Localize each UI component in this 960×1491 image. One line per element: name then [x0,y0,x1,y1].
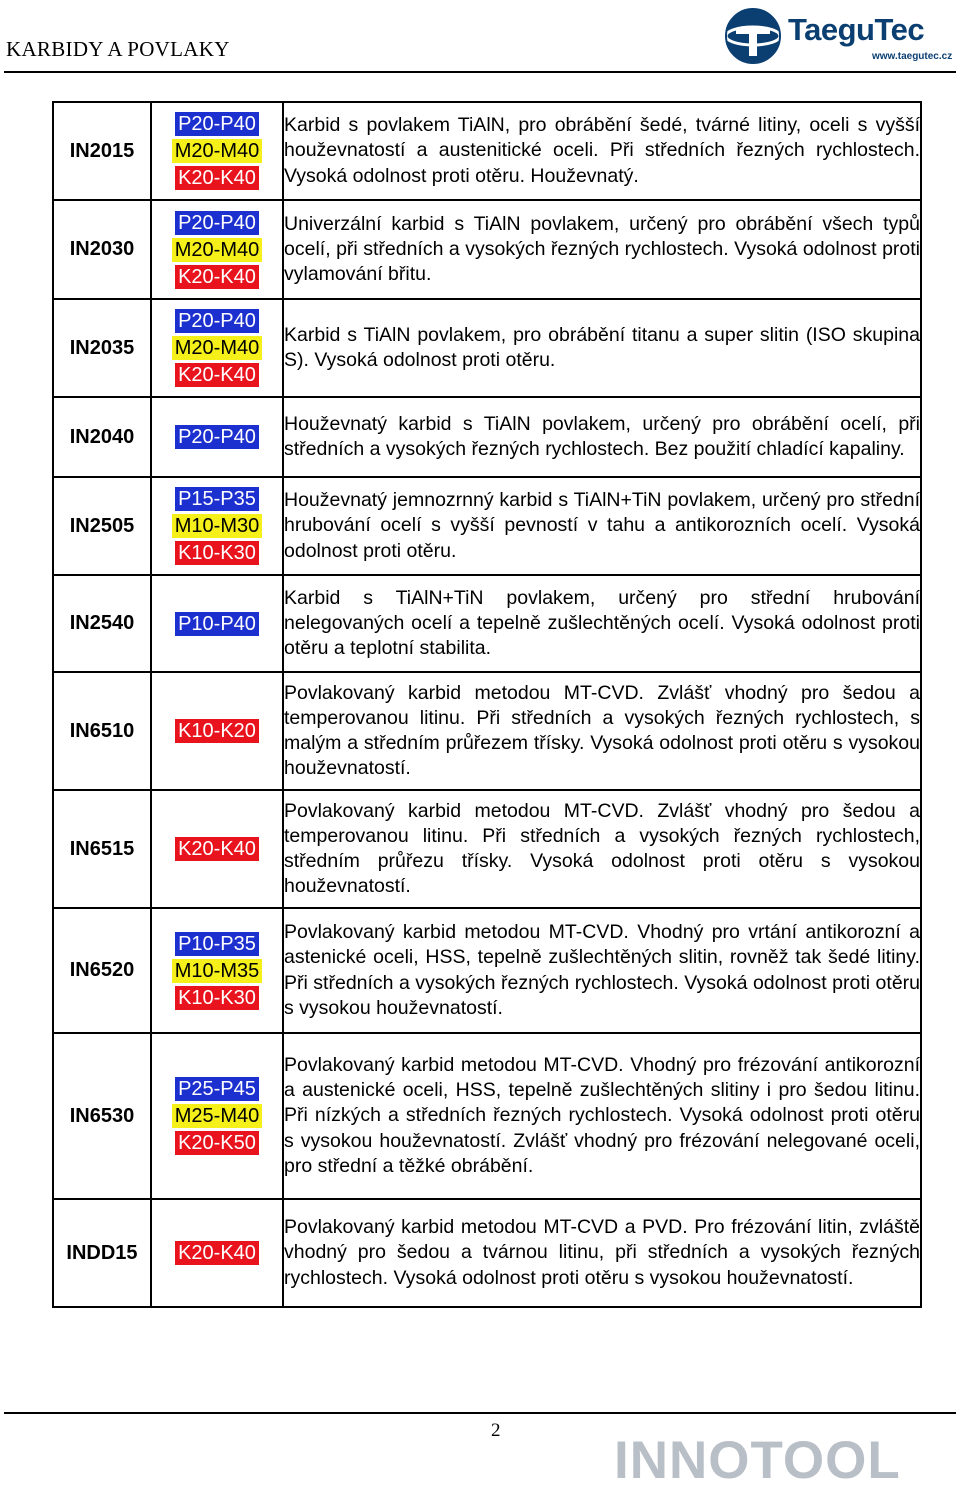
grade-row [53,790,921,908]
grade-code: IN6515 [53,790,151,908]
iso-range-cell [151,672,283,790]
iso-range-list [175,1241,259,1265]
iso-range-cell [151,477,283,575]
iso-range-cell [151,575,283,672]
grade-row [53,102,921,200]
grade-description: Univerzální karbid s TiAlN povlakem, určený pro obrábění všech typů ocelí, při středních a vysokých řezných rychlostech. Vysoká odolnost proti vylamování břitu. [283,200,921,299]
grade-code: IN2015 [53,102,151,200]
grade-row [53,575,921,672]
grade-row [53,397,921,477]
iso-range-badge: M25-M40 [172,1104,262,1128]
iso-range-cell [151,1033,283,1199]
footer-divider [4,1412,956,1414]
logo-text-taegu: Taegu [788,12,875,47]
grade-row [53,672,921,790]
page-header-title: KARBIDY A POVLAKY [6,37,230,61]
iso-range-badge: M20-M40 [172,139,262,163]
iso-range-cell [151,397,283,477]
iso-range-badge: P15-P35 [175,487,259,511]
grade-code: IN6530 [53,1033,151,1199]
grade-description: Povlakovaný karbid metodou MT-CVD. Zvlášť vhodný pro šedou a temperovanou litinu. Při středních a vysokých řezných rychlostech, s malým a středním průřezem třísky. Vysoká odolnost proti otěru s vysokou houževnatostí. [283,672,921,790]
grade-description: Povlakovaný karbid metodou MT-CVD. Vhodný pro frézování antikorozní a austenické oceli, HSS, tepelně zušlechtěných slitiny i pro šedou litinu. Při nízkých a středních řezných rychlostech. Vysoká odolnost proti otěru s vysokou houževnatostí. Zvlášť vhodný pro frézování nelegované oceli, pro střední a těžké obrábění. [283,1033,921,1199]
iso-range-badge: K10-K30 [175,541,259,565]
logo-url: www.taegutec.cz [872,51,953,62]
grades-table [52,101,922,1308]
grade-code: IN2505 [53,477,151,575]
iso-range-badge: M10-M30 [172,514,262,538]
iso-range-list [172,487,262,565]
iso-range-list [175,837,259,861]
iso-range-list [172,309,262,387]
iso-range-list [172,211,262,289]
iso-range-badge: M20-M40 [172,238,262,262]
grade-description: Povlakovaný karbid metodou MT-CVD. Zvlášť vhodný pro šedou a temperovanou litinu. Při středních a vysokých řezných rychlostech, středním průřezu třísky. Vysoká odolnost proti otěru s vysokou houževnatostí. [283,790,921,908]
iso-range-badge: K10-K20 [175,719,259,743]
iso-range-cell [151,102,283,200]
iso-range-cell [151,299,283,397]
grade-row [53,200,921,299]
iso-range-badge: P20-P40 [175,425,259,449]
grade-code: IN6510 [53,672,151,790]
logo-text-tec: Tec [874,12,925,47]
iso-range-badge: K20-K50 [175,1131,259,1155]
header-divider [4,71,956,73]
grade-description: Povlakovaný karbid metodou MT-CVD a PVD. Pro frézování litin, zvláště vhodný pro šedou a tvárnou litinu, při středních a vysokých řezných rychlostech. Vysoká odolnost proti otěru s vysokou houževnatostí. [283,1199,921,1307]
taegutec-logo [722,6,954,68]
iso-range-badge: K20-K40 [175,1241,259,1265]
iso-range-cell [151,1199,283,1307]
iso-range-badge: K20-K40 [175,265,259,289]
grade-code: IN6520 [53,908,151,1033]
taegutec-wordmark [788,12,924,48]
grade-row [53,477,921,575]
page-number: 2 [491,1420,501,1441]
iso-range-cell [151,908,283,1033]
iso-range-list [175,719,259,743]
iso-range-list [175,425,259,449]
iso-range-cell [151,790,283,908]
grade-row [53,1033,921,1199]
grade-code: INDD15 [53,1199,151,1307]
iso-range-badge: M10-M35 [172,959,262,983]
grade-code: IN2030 [53,200,151,299]
iso-range-list [175,612,259,636]
iso-range-badge: K20-K40 [175,166,259,190]
grade-description: Karbid s TiAlN povlakem, pro obrábění titanu a super slitin (ISO skupina S). Vysoká odolnost proti otěru. [283,299,921,397]
iso-range-badge: M20-M40 [172,336,262,360]
taegutec-globe-icon [722,6,786,66]
iso-range-badge: K20-K40 [175,837,259,861]
iso-range-cell [151,200,283,299]
iso-range-badge: P25-P45 [175,1077,259,1101]
iso-range-list [172,1077,262,1155]
grade-code: IN2035 [53,299,151,397]
grade-code: IN2040 [53,397,151,477]
grade-row [53,908,921,1033]
grades-table-body [53,102,921,1307]
grade-description: Houževnatý jemnozrnný karbid s TiAlN+TiN povlakem, určený pro střední hrubování ocelí s vyšší pevností v tahu a antikorozních ocelí. Vysoká odolnost proti otěru. [283,477,921,575]
iso-range-badge: P20-P40 [175,309,259,333]
iso-range-badge: P20-P40 [175,211,259,235]
grade-description: Karbid s TiAlN+TiN povlakem, určený pro střední hrubování nelegovaných ocelí a tepelně zušlechtěných ocelí. Vysoká odolnost proti otěru a teplotní stabilita. [283,575,921,672]
grade-description: Houževnatý karbid s TiAlN povlakem, určený pro obrábění ocelí, při středních a vysokých řezných rychlostech. Bez použití chladící kapaliny. [283,397,921,477]
iso-range-badge: P10-P40 [175,612,259,636]
iso-range-list [172,112,262,190]
iso-range-badge: K10-K30 [175,986,259,1010]
grade-row [53,299,921,397]
grade-description: Povlakovaný karbid metodou MT-CVD. Vhodný pro vrtání antikorozní a astenické oceli, HSS, tepelně zušlechtěných slitin, rovněž tak šedé litiny. Při středních a vysokých řezných rychlostech. Vysoká odolnost proti otěru s vysokou houževnatostí. [283,908,921,1033]
iso-range-list [172,932,262,1010]
iso-range-badge: P20-P40 [175,112,259,136]
grade-description: Karbid s povlakem TiAlN, pro obrábění šedé, tvárné litiny, oceli s vyšší houževnatostí a austenitické oceli. Při středních řezných rychlostech. Vysoká odolnost proti otěru. Houževnatý. [283,102,921,200]
innotool-logo: INNOTOOL [614,1431,901,1490]
grade-code: IN2540 [53,575,151,672]
iso-range-badge: P10-P35 [175,932,259,956]
iso-range-badge: K20-K40 [175,363,259,387]
grade-row [53,1199,921,1307]
